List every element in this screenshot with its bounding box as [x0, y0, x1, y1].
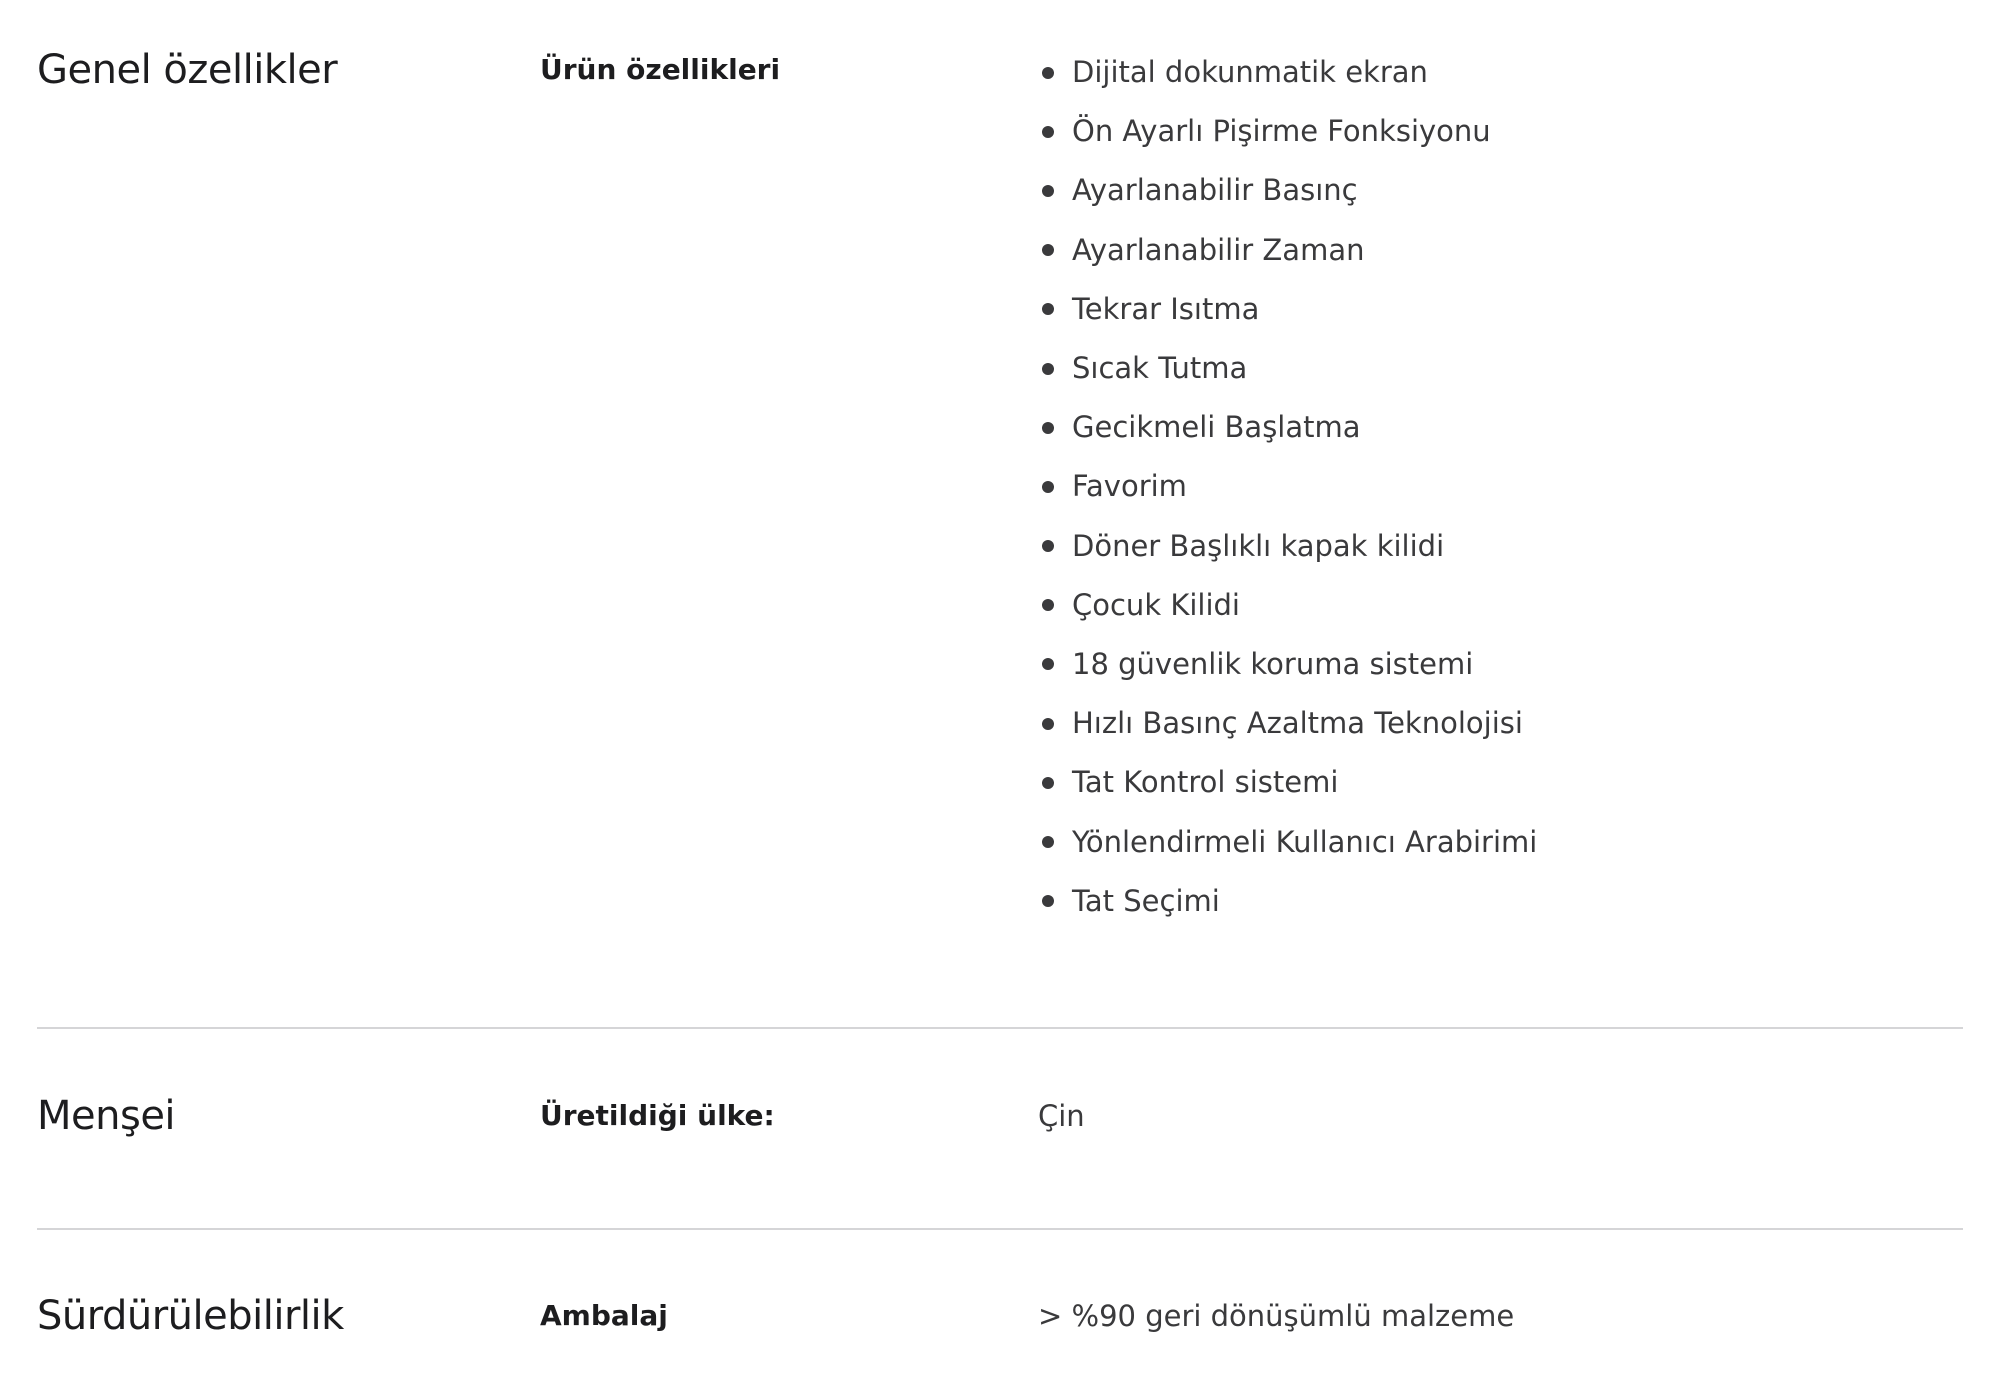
bullet-icon	[1042, 363, 1054, 375]
spec-value: > %90 geri dönüşümlü malzeme	[1038, 1299, 1515, 1333]
spec-section-origin	[37, 1088, 1963, 1144]
bullet-icon	[1042, 185, 1054, 197]
list-item: Favorim	[1038, 457, 1963, 516]
feature-list	[1038, 43, 1963, 931]
list-item: Çocuk Kilidi	[1038, 576, 1963, 635]
bullet-icon	[1042, 895, 1054, 907]
bullet-icon	[1042, 540, 1054, 552]
list-item: Yönlendirmeli Kullanıcı Arabirimi	[1038, 812, 1963, 871]
section-heading: Genel özellikler	[37, 47, 338, 93]
bullet-icon	[1042, 658, 1054, 670]
bullet-icon	[1042, 836, 1054, 848]
bullet-icon	[1042, 422, 1054, 434]
bullet-icon	[1042, 718, 1054, 730]
bullet-icon	[1042, 777, 1054, 789]
list-item: Ön Ayarlı Pişirme Fonksiyonu	[1038, 102, 1963, 161]
list-item: Tekrar Isıtma	[1038, 280, 1963, 339]
list-item: Tat Kontrol sistemi	[1038, 753, 1963, 812]
bullet-icon	[1042, 126, 1054, 138]
bullet-icon	[1042, 599, 1054, 611]
bullet-icon	[1042, 481, 1054, 493]
list-item: Ayarlanabilir Basınç	[1038, 161, 1963, 220]
section-heading: Menşei	[37, 1093, 176, 1139]
spec-label: Ürün özellikleri	[540, 53, 781, 86]
list-item: Sıcak Tutma	[1038, 339, 1963, 398]
spec-value: Çin	[1038, 1099, 1085, 1133]
spec-section-general	[37, 44, 1963, 931]
bullet-icon	[1042, 303, 1054, 315]
list-item: Ayarlanabilir Zaman	[1038, 221, 1963, 280]
section-heading: Sürdürülebilirlik	[37, 1293, 344, 1339]
list-item: 18 güvenlik koruma sistemi	[1038, 635, 1963, 694]
list-item: Dijital dokunmatik ekran	[1038, 43, 1963, 102]
list-item: Tat Seçimi	[1038, 872, 1963, 931]
list-item: Gecikmeli Başlatma	[1038, 398, 1963, 457]
section-divider	[37, 1228, 1963, 1230]
spec-label: Ambalaj	[540, 1299, 668, 1332]
list-item: Hızlı Basınç Azaltma Teknolojisi	[1038, 694, 1963, 753]
spec-label: Üretildiği ülke:	[540, 1099, 775, 1132]
spec-section-sustainability	[37, 1288, 1963, 1344]
section-divider	[37, 1027, 1963, 1029]
bullet-icon	[1042, 67, 1054, 79]
list-item: Döner Başlıklı kapak kilidi	[1038, 517, 1963, 576]
bullet-icon	[1042, 244, 1054, 256]
